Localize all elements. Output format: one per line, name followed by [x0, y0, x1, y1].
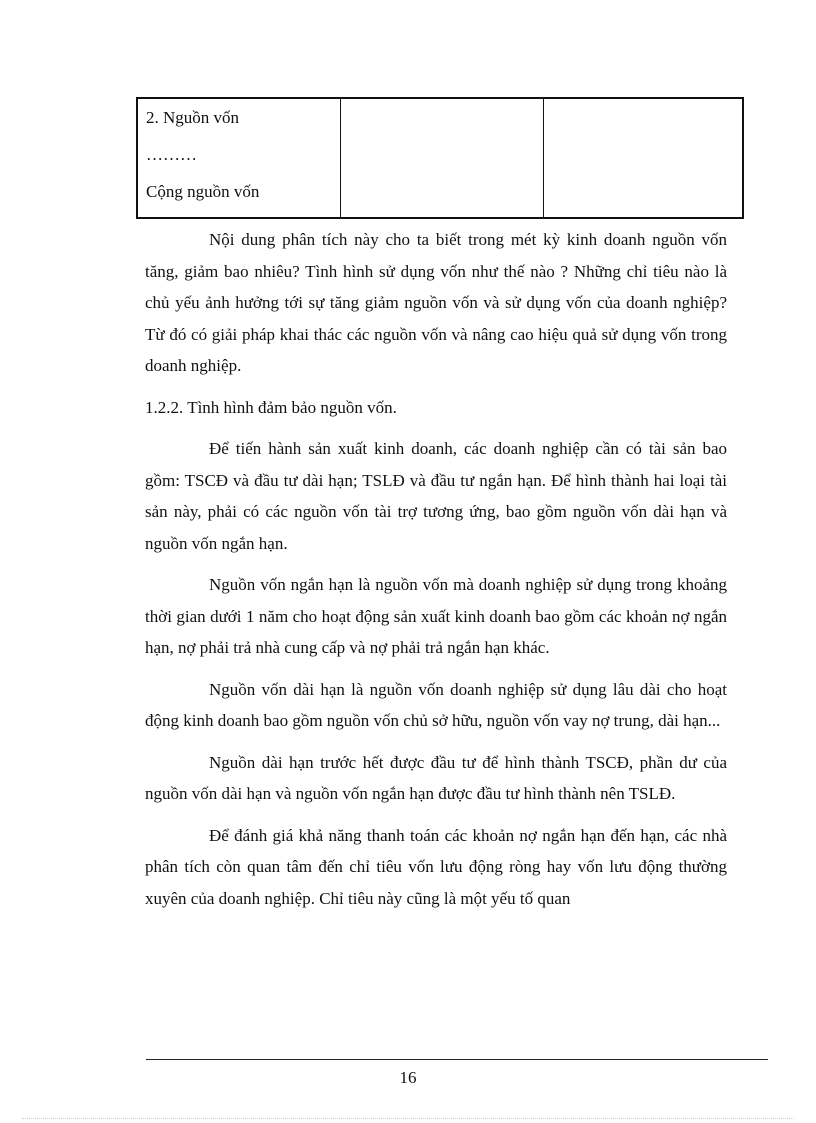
table-cell-line: 2. Nguồn vốn — [146, 108, 240, 127]
body-paragraph: Để tiến hành sản xuất kinh doanh, các doanh nghiệp cần có tài sản bao gồm: TSCĐ và đầu tư dài hạn; TSLĐ và đầu tư ngắn hạn. Để hình thành hai loại tài sản này, phải có các nguồn vốn tài trợ tương ứng, bao gồm nguồn vốn dài hạn và nguồn vốn ngắn hạn. — [145, 439, 727, 553]
table-row — [137, 98, 743, 218]
table-cell — [544, 98, 744, 218]
body-paragraph: Để đánh giá khả năng thanh toán các khoản nợ ngắn hạn đến hạn, các nhà phân tích còn quan tâm đến chỉ tiêu vốn lưu động ròng hay vốn lưu động thường xuyên của doanh nghiệp. Chỉ tiêu này cũng là một yếu tố quan — [145, 825, 727, 908]
table-cell — [341, 98, 544, 218]
paragraph-gap — [145, 423, 727, 433]
body-text — [145, 224, 727, 914]
section-heading: 1.2.2. Tình hình đảm bảo nguồn vốn. — [145, 397, 397, 417]
table-cell-line: ……… — [146, 145, 197, 164]
body-paragraph: Nguồn dài hạn trước hết được đầu tư để hình thành TSCĐ, phần dư của nguồn vốn dài hạn và nguồn vốn ngắn hạn được đầu tư hình thành nên TSLĐ. — [145, 752, 727, 803]
body-paragraph: Nội dung phân tích này cho ta biết trong mét kỳ kinh doanh nguồn vốn tăng, giảm bao nhiêu? Tình hình sử dụng vốn như thế nào ? Những chỉ tiêu nào là chủ yếu ảnh hưởng tới sự tăng giảm nguồn vốn và sử dụng vốn của doanh nghiệp? Từ đó có giải pháp khai thác các nguồn vốn và nâng cao hiệu quả sử dụng vốn trong doanh nghiệp. — [145, 230, 727, 375]
paragraph-gap — [145, 382, 727, 392]
paragraph-gap — [145, 810, 727, 820]
paragraph-gap — [145, 559, 727, 569]
page-edge-dotted-line — [22, 1118, 794, 1119]
body-paragraph: Nguồn vốn ngắn hạn là nguồn vốn mà doanh nghiệp sử dụng trong khoảng thời gian dưới 1 năm cho hoạt động sản xuất kinh doanh bao gồm các khoản nợ ngắn hạn, nợ phải trả nhà cung cấp và nợ phải trả ngắn hạn khác. — [145, 575, 727, 657]
capital-source-table — [136, 97, 744, 219]
page-number: 16 — [399, 1068, 417, 1087]
paragraph-gap — [145, 737, 727, 747]
paragraph-gap — [145, 664, 727, 674]
table-cell-line: Cộng nguồn vốn — [146, 182, 260, 201]
body-paragraph: Nguồn vốn dài hạn là nguồn vốn doanh nghiệp sử dụng lâu dài cho hoạt động kinh doanh bao gồm nguồn vốn chủ sở hữu, nguồn vốn vay nợ trung, dài hạn... — [145, 679, 727, 730]
table-cell — [137, 98, 341, 218]
table-body — [137, 98, 743, 218]
footer-rule — [146, 1059, 768, 1060]
